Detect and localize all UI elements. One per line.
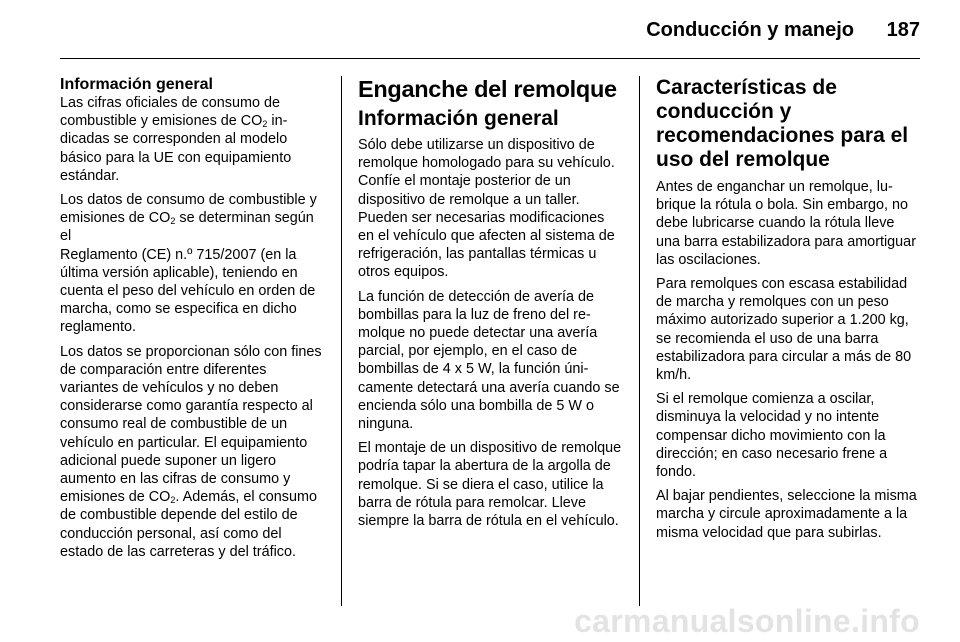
paragraph-regulation (60, 191, 324, 337)
watermark: carmanualsonline.info (574, 603, 920, 639)
text-run: Reglamento (CE) n.º 715/2007 (en la última versión aplicable), teniendo en cuenta el peso del vehículo en orden de marcha, como se especifica en dicho reglamento. (60, 246, 316, 336)
subheading-general-info: Información general (358, 107, 559, 130)
paragraph-official-figures (60, 94, 324, 185)
paragraph-lubricate: Antes de enganchar un remolque, lubrique la rótula o bola. Sin embargo, no debe lubricarse cuando la rótula lleve una barra estabilizadora para amortiguar las oscilaciones. (656, 179, 916, 268)
paragraph-oscillation: Si el remolque comienza a oscilar, disminuya la velocidad y no intente compensar dicho movimiento con la dirección; en caso necesario frene a fondo. (656, 391, 888, 481)
section-title: Conducción y manejo (646, 19, 854, 41)
heading-driving-characteristics: Características de conducción y recomendaciones para el uso del remolque (656, 76, 909, 171)
text-run: Los datos se proporcionan sólo con fines de comparación entre diferentes variantes de vehículos y no deben considerarse como garantía respecto al consumo real de combustible de un vehículo en particular. El equipamiento adicional puede suponer un ligero aumento en las cifras de consumo y emisiones de CO (60, 343, 322, 506)
text-run: se determinan según el (60, 210, 314, 245)
subscript: 2 (170, 216, 176, 227)
page-number: 187 (886, 19, 920, 41)
subscript: 2 (170, 495, 176, 506)
text-run: Las cifras oficiales de consumo de combustible y emisiones de CO (60, 95, 280, 130)
paragraph-tow-eye: El montaje de un dispositivo de remolque podría tapar la abertura de la argolla de remolque. Si se diera el caso, utilice la barra de rótula para remolcar. Lleve siempre la barra de rótula en el vehículo. (358, 440, 622, 530)
paragraph-comparison (60, 343, 324, 561)
heading-towbar: Enganche del remolque (358, 76, 617, 102)
paragraph-stabilizer: Para remolques con escasa estabilidad de marcha y remolques con un peso máximo autorizado superior a 1.200 kg, se recomienda el uso de una barra estabilizadora para circular a más de 80 km/h. (656, 276, 912, 384)
column-driving-characteristics (656, 76, 920, 548)
paragraph-homologated: Sólo debe utilizarse un dispositivo de remolque homologado para su vehículo. Confíe el montaje posterior de un dispositivo de remolque a un taller. Pueden ser necesarias modificaciones en el vehículo que afecten al sistema de refrigeración, las pantallas térmicas u otros equipos. (358, 137, 615, 281)
column-divider-2 (639, 76, 640, 606)
header-divider (60, 58, 920, 59)
column-towbar (358, 76, 622, 536)
paragraph-bulb-detection: La función de detección de avería de bombillas para la luz de freno del remolque no puede detectar una avería parcial, por ejemplo, en el caso de bombillas de 4 x 5 W, la función únicamente detectará una avería cuando se encienda sólo una bombilla de 5 W o ninguna. (358, 288, 620, 433)
column-divider-1 (341, 76, 342, 606)
text-run: . Además, el consumo de combustible depende del estilo de conducción personal, así como del estado de las carreteras y del tráfico. (60, 489, 317, 560)
text-run: indicadas se corresponden al modelo básico para la UE con equipamiento estándar. (60, 113, 292, 184)
page-header (0, 0, 960, 60)
heading-general-info: Información general (60, 76, 213, 93)
subscript: 2 (262, 119, 268, 130)
text-run: Los datos de consumo de combustible y emisiones de CO (60, 192, 317, 227)
paragraph-downhill: Al bajar pendientes, seleccione la misma marcha y circule aproximadamente a la misma velocidad que para subirlas. (656, 488, 917, 541)
column-general-info (60, 76, 324, 567)
